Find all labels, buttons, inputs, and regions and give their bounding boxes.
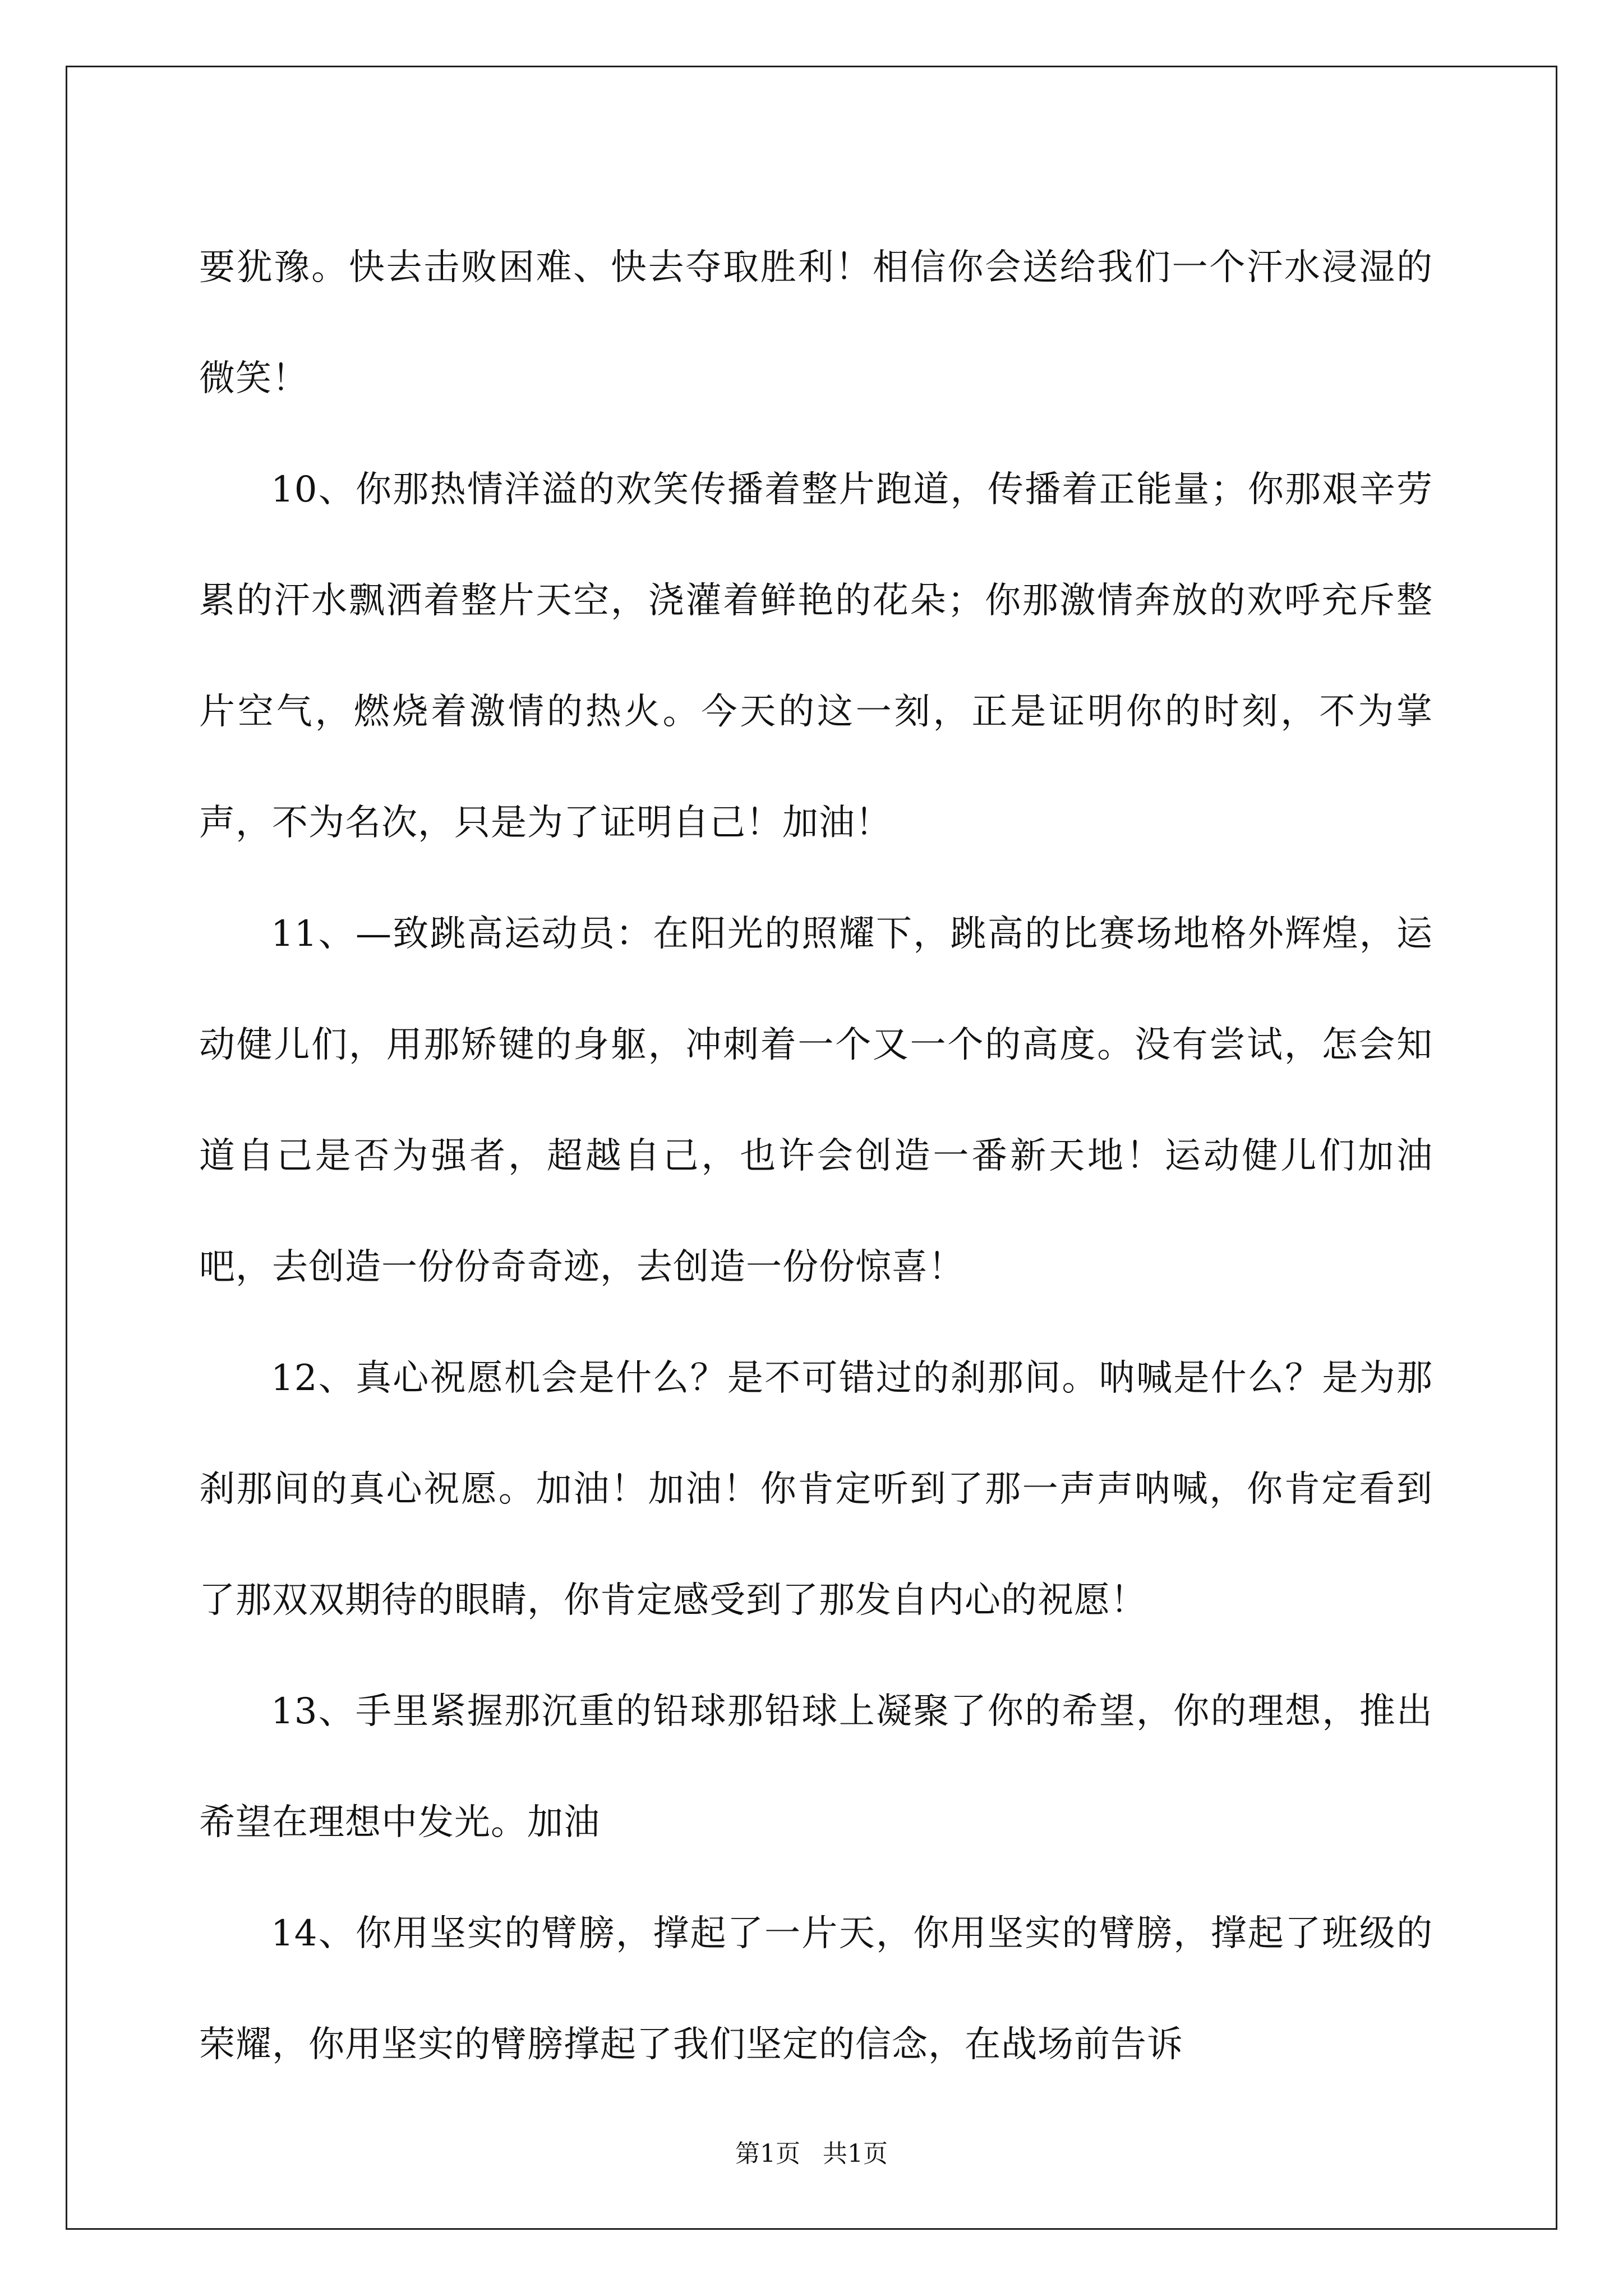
- paragraph-item-14: 14、你用坚实的臂膀，撑起了一片天，你用坚实的臂膀，撑起了班级的荣耀，你用坚实的臂膀撑起了我们坚定的信念，在战场前告诉: [199, 1913, 1433, 2065]
- paragraph-item-11: 11、—致跳高运动员：在阳光的照耀下，跳高的比赛场地格外辉煌，运动健儿们，用那矫键的身躯，冲刺着一个又一个的高度。没有尝试，怎会知道自己是否为强者，超越自己，也许会创造一番新天地！运动健儿们加油吧，去创造一份份奇奇迹，去创造一份份惊喜！: [199, 913, 1433, 1288]
- page-total: 共1页: [823, 2139, 888, 2168]
- paragraph-item-13: 13、手里紧握那沉重的铅球那铅球上凝聚了你的希望，你的理想，推出希望在理想中发光。加油: [199, 1691, 1433, 1843]
- paragraph-item-12: 12、真心祝愿机会是什么？是不可错过的刹那间。呐喊是什么？是为那刹那间的真心祝愿。加油！加油！你肯定听到了那一声声呐喊，你肯定看到了那双双期待的眼睛，你肯定感受到了那发自内心的祝愿！: [199, 1358, 1433, 1621]
- page-footer: [0, 2137, 1623, 2171]
- paragraph-item-10: 10、你那热情洋溢的欢笑传播着整片跑道，传播着正能量；你那艰辛劳累的汗水飘洒着整片天空，浇灌着鲜艳的花朵；你那激情奔放的欢呼充斥整片空气，燃烧着激情的热火。今天的这一刻，正是证明你的时刻，不为掌声，不为名次，只是为了证明自己！加油！: [199, 469, 1433, 844]
- page-number: 第1页: [735, 2139, 800, 2168]
- paragraph-continuation: 要犹豫。快去击败困难、快去夺取胜利！相信你会送给我们一个汗水浸湿的微笑！: [199, 247, 1433, 399]
- document-body: [199, 212, 1433, 2100]
